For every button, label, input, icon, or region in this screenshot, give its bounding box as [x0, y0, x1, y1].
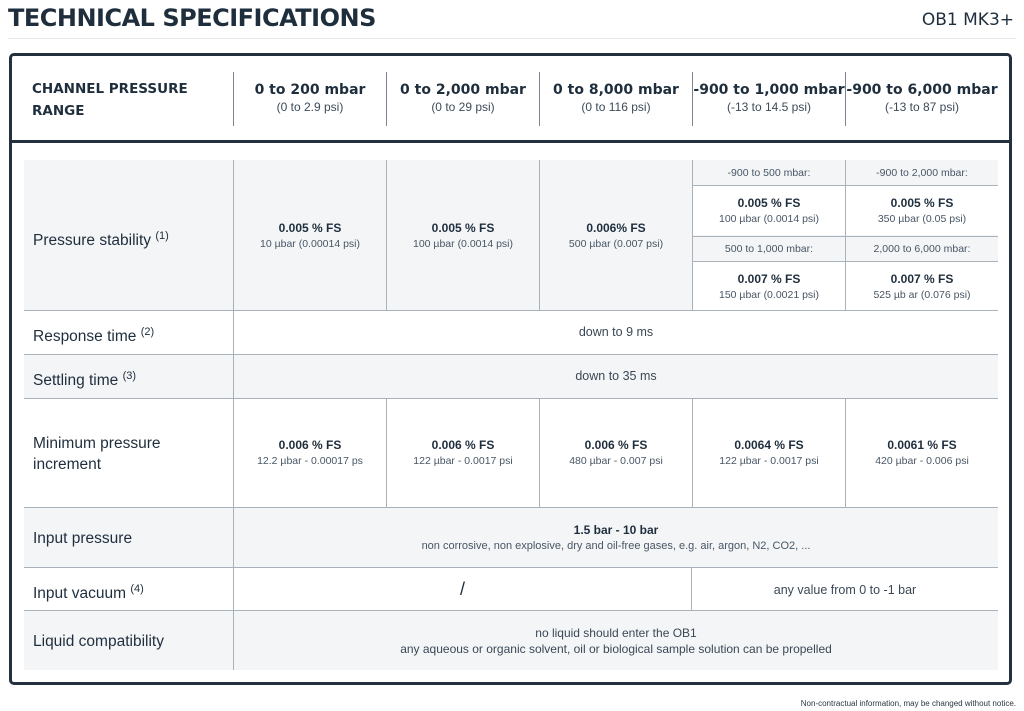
increment-col-4-abs: 122 µbar - 0.0017 psi — [719, 455, 819, 467]
label-response-time — [33, 322, 154, 347]
stability-col-4-value-2 — [693, 272, 845, 301]
label-input-vacuum — [33, 579, 144, 604]
header-col-4 — [693, 72, 845, 128]
stability-col-4-abs-1: 100 µbar (0.0014 psi) — [718, 213, 820, 225]
header-col-4-range: -900 to 1,000 mbar — [693, 82, 845, 98]
input-pressure-range: 1.5 bar - 10 bar — [573, 523, 659, 537]
increment-col-3-abs: 480 µbar - 0.007 psi — [569, 455, 663, 467]
header-col-3 — [540, 72, 692, 128]
footnote-ref-1: (1) — [155, 230, 169, 242]
stability-col-5-abs-2: 525 µb ar (0.076 psi) — [873, 289, 971, 301]
header-col-4-psi: (-13 to 14.5 psi) — [726, 100, 812, 114]
stability-col-3-fs: 0.006% FS — [586, 221, 646, 235]
row-divider — [24, 610, 998, 611]
label-pressure-stability — [33, 226, 169, 251]
label-input-pressure: Input pressure — [33, 530, 133, 547]
increment-col-2 — [387, 438, 539, 467]
liquid-compatibility-value — [234, 626, 998, 656]
label-min-increment: Minimum pressure increment — [33, 435, 161, 473]
header-col-5-range: -900 to 6,000 mbar — [846, 82, 998, 98]
row-divider — [24, 398, 998, 399]
header-divider — [9, 140, 1012, 143]
footnote-ref-3: (3) — [122, 370, 137, 382]
increment-col-5-abs: 420 µbar - 0.006 psi — [875, 455, 969, 467]
response-time-value: down to 9 ms — [578, 325, 654, 339]
stability-col-1-fs: 0.005 % FS — [278, 221, 342, 235]
increment-col-5 — [846, 438, 998, 467]
footnote-ref-4: (4) — [130, 583, 144, 595]
settling-time-value: down to 35 ms — [575, 369, 657, 383]
stability-col-3 — [540, 221, 692, 250]
stability-col-4-range-2: 500 to 1,000 mbar: — [693, 237, 845, 261]
stability-col-1-abs: 10 µbar (0.00014 psi) — [259, 238, 361, 250]
header-col-5 — [846, 72, 998, 128]
stability-col-5-range-1: -900 to 2,000 mbar: — [846, 161, 998, 185]
stability-col-5-abs-1: 350 µbar (0.05 psi) — [877, 213, 967, 225]
header-col-2-range: 0 to 2,000 mbar — [400, 82, 526, 98]
header-channel-pressure-range: CHANNEL PRESSURE RANGE — [32, 81, 188, 119]
header-col-5-psi: (-13 to 87 psi) — [884, 100, 960, 114]
stability-col-5-value-2 — [846, 272, 998, 301]
stability-col-4-abs-2: 150 µbar (0.0021 psi) — [718, 289, 820, 301]
input-vacuum-value: any value from 0 to -1 bar — [773, 583, 917, 597]
liquid-line-1: no liquid should enter the OB1 — [535, 626, 697, 640]
stability-col-4-fs-2: 0.007 % FS — [737, 272, 801, 286]
increment-col-4-fs: 0.0064 % FS — [734, 438, 804, 452]
row-divider — [24, 507, 998, 508]
stability-col-5-range-2: 2,000 to 6,000 mbar: — [846, 237, 998, 261]
row-divider — [24, 310, 998, 311]
stability-col-5-fs-2: 0.007 % FS — [890, 272, 954, 286]
header-col-1-range: 0 to 200 mbar — [254, 82, 366, 98]
header-col-3-range: 0 to 8,000 mbar — [553, 82, 679, 98]
increment-col-1-fs: 0.006 % FS — [278, 438, 342, 452]
header-col-3-psi: (0 to 116 psi) — [581, 100, 651, 114]
footer-disclaimer: Non-contractual information, may be changed without notice. — [800, 699, 1016, 708]
stability-col-4-fs-1: 0.005 % FS — [737, 196, 801, 210]
stability-col-5-fs-1: 0.005 % FS — [890, 196, 954, 210]
model-name: OB1 MK3+ — [921, 10, 1014, 30]
stability-col-4-range-1: -900 to 500 mbar: — [693, 161, 845, 185]
stability-col-2-abs: 100 µbar (0.0014 psi) — [412, 238, 514, 250]
stability-col-2-fs: 0.005 % FS — [431, 221, 495, 235]
header-col-1-psi: (0 to 2.9 psi) — [276, 100, 344, 114]
label-settling-time — [33, 366, 136, 391]
page-title: TECHNICAL SPECIFICATIONS — [8, 4, 376, 32]
header-col-2 — [387, 72, 539, 128]
increment-col-4 — [693, 438, 845, 467]
header-col-1 — [234, 72, 386, 128]
label-settling-time-text: Settling time — [33, 372, 119, 389]
row-divider — [24, 567, 998, 568]
title-divider — [8, 38, 1016, 39]
increment-col-3-fs: 0.006 % FS — [584, 438, 648, 452]
increment-col-1-abs: 12.2 µbar - 0.00017 ps — [257, 455, 363, 467]
footnote-ref-2: (2) — [140, 326, 155, 338]
increment-col-1 — [234, 438, 386, 467]
label-input-vacuum-text: Input vacuum — [33, 585, 127, 602]
row-divider — [24, 354, 998, 355]
liquid-line-2: any aqueous or organic solvent, oil or biological sample solution can be propelled — [400, 642, 832, 656]
stability-col-2 — [387, 221, 539, 250]
increment-col-2-fs: 0.006 % FS — [431, 438, 495, 452]
stability-col-5-value-1 — [846, 196, 998, 225]
input-pressure-value — [234, 523, 998, 552]
stability-col-4-value-1 — [693, 196, 845, 225]
input-vacuum-none: / — [459, 579, 465, 599]
stability-col-3-abs: 500 µbar (0.007 psi) — [568, 238, 664, 250]
increment-col-3 — [540, 438, 692, 467]
input-pressure-gases: non corrosive, non explosive, dry and oil-free gases, e.g. air, argon, N2, CO2, ... — [421, 540, 811, 552]
header-col-2-psi: (0 to 29 psi) — [431, 100, 495, 114]
label-pressure-stability-text: Pressure stability — [33, 232, 152, 249]
increment-col-2-abs: 122 µbar - 0.0017 psi — [413, 455, 513, 467]
label-response-time-text: Response time — [33, 328, 137, 345]
label-liquid-compatibility: Liquid compatibility — [33, 633, 164, 650]
stability-col-1 — [234, 221, 386, 250]
increment-col-5-fs: 0.0061 % FS — [887, 438, 957, 452]
